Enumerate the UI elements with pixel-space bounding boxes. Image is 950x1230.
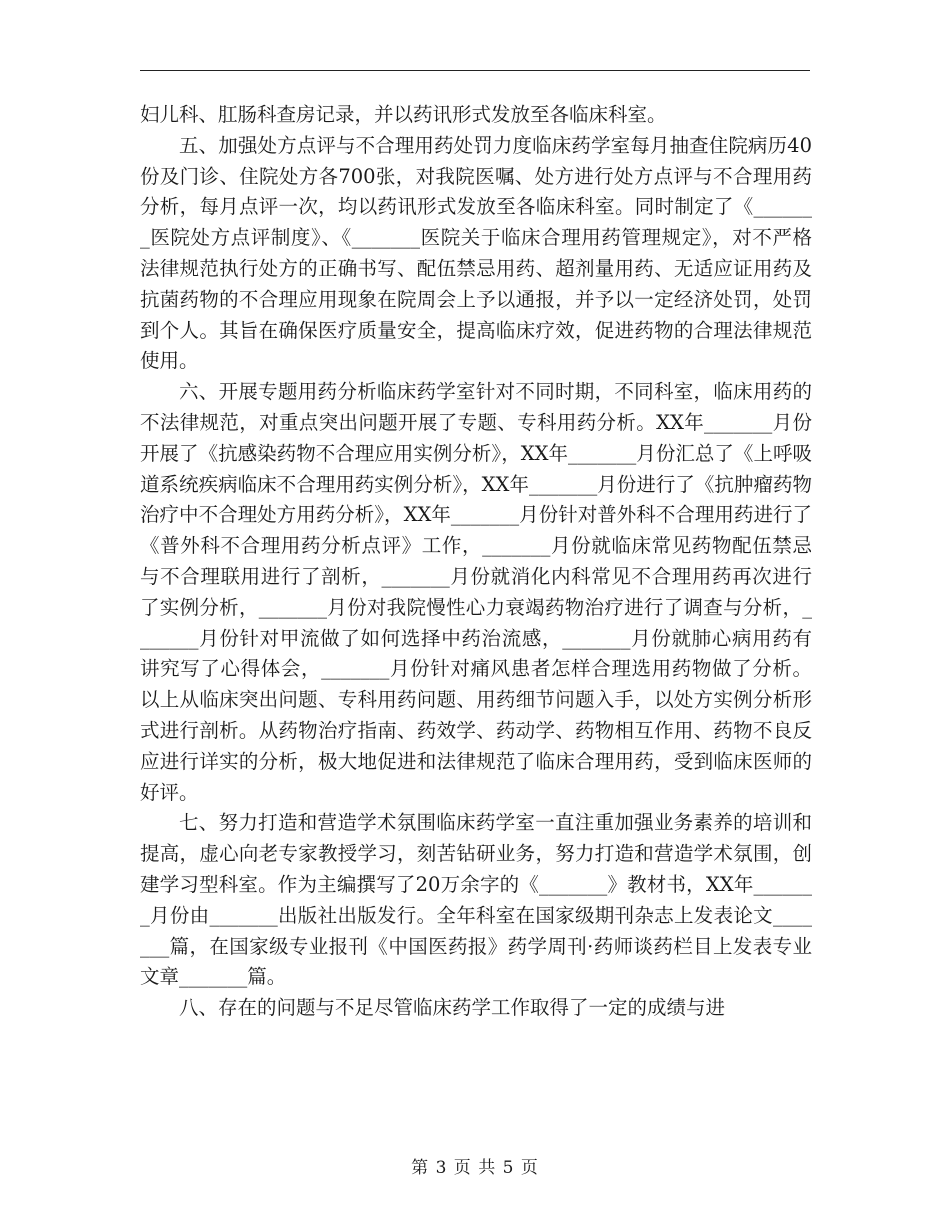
paragraph-section-6: 六、开展专题用药分析临床药学室针对不同时期，不同科室，临床用药的不法律规范，对重点突出问题开展了专题、专科用药分析。XX年_______月份开展了《抗感染药物不合理应用实例分析》，XX年_______月份汇总了《上呼吸道系统疾病临床不合理用药实例分析》，XX年_______月份进行了《抗肿瘤药物治疗中不合理处方用药分析》，XX年_______月份针对普外科不合理用药进行了《普外科不合理用药分析点评》工作，_______月份就临床常见药物配伍禁忌与不合理联用进行了剖析，_______月份就消化内科常见不合理用药再次进行了实例分析，_______月份对我院慢性心力衰竭药物治疗进行了调查与分析，_______月份针对甲流做了如何选择中药治流感，_______月份就肺心病用药有讲究写了心得体会，_______月份针对痛风患者怎样合理选用药物做了分析。以上从临床突出问题、专科用药问题、用药细节问题入手，以处方实例分析形式进行剖析。从药物治疗指南、药效学、药动学、药物相互作用、药物不良反应进行详实的分析，极大地促进和法律规范了临床合理用药，受到临床医师的好评。 [140,380,812,804]
page-footer: 第 3 页 共 5 页 [411,1158,539,1178]
document-body [140,100,812,1024]
paragraph: 妇儿科、肛肠科查房记录，并以药讯形式发放至各临床科室。 [140,103,667,126]
header-rule [140,70,810,71]
paragraph-section-7: 七、努力打造和营造学术氛围临床药学室一直注重加强业务素养的培训和提高，虚心向老专家教授学习，刻苦钻研业务，努力打造和营造学术氛围，创建学习型科室。作为主编撰写了20万余字的《_______》教材书，XX年_______月份由_______出版社出版发行。全年科室在国家级期刊杂志上发表论文_______篇，在国家级专业报刊《中国医药报》药学周刊·药师谈药栏目上发表专业文章_______篇。 [140,811,812,989]
paragraph-section-5: 五、加强处方点评与不合理用药处罚力度临床药学室每月抽查住院病历40份及门诊、住院处方各700张，对我院医嘱、处方进行处方点评与不合理用药分析，每月点评一次，均以药讯形式发放至各临床科室。同时制定了《_______医院处方点评制度》、《_______医院关于临床合理用药管理规定》，对不严格法律规范执行处方的正确书写、配伍禁忌用药、超剂量用药、无适应证用药及抗菌药物的不合理应用现象在院周会上予以通报，并予以一定经济处罚，处罚到个人。其旨在确保医疗质量安全，提高临床疗效，促进药物的合理法律规范使用。 [140,133,812,373]
paragraph-section-8: 八、存在的问题与不足尽管临床药学工作取得了一定的成绩与进 [179,996,726,1020]
